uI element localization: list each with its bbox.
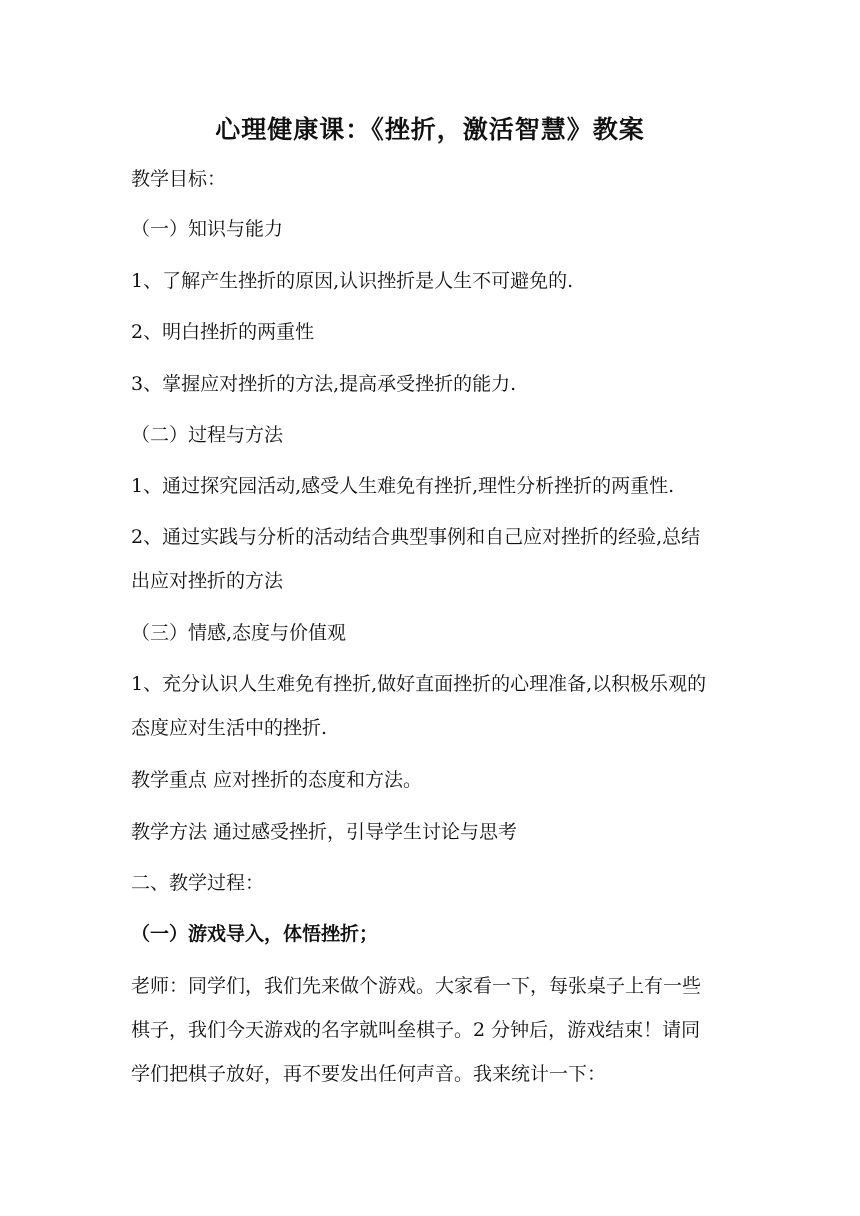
paragraph-line: 1、充分认识人生难免有挫折,做好直面挫折的心理准备,以积极乐观的 — [131, 673, 707, 695]
paragraph-line: 1、了解产生挫折的原因,认识挫折是人生不可避免的. — [131, 270, 574, 292]
teaching-method: 教学方法 通过感受挫折，引导学生讨论与思考 — [131, 821, 518, 843]
paragraph-line: 2、通过实践与分析的活动结合典型事例和自己应对挫折的经验,总结 — [131, 526, 701, 548]
paragraph-line: 2、明白挫折的两重性 — [131, 321, 315, 343]
section-heading-process: 二、教学过程： — [131, 872, 265, 894]
paragraph-line: 态度应对生活中的挫折. — [131, 717, 328, 739]
teaching-focus: 教学重点 应对挫折的态度和方法。 — [131, 769, 423, 791]
paragraph-line: 3、掌握应对挫折的方法,提高承受挫折的能力. — [131, 373, 517, 395]
subheading-emotion: （三）情感,态度与价值观 — [131, 622, 347, 644]
section-heading-objectives: 教学目标： — [131, 168, 227, 190]
paragraph-line: 出应对挫折的方法 — [131, 570, 284, 592]
paragraph-line: 1、通过探究园活动,感受人生难免有挫折,理性分析挫折的两重性. — [131, 475, 675, 497]
subheading-game-intro: （一）游戏导入，体悟挫折； — [131, 923, 379, 945]
subheading-knowledge: （一）知识与能力 — [131, 218, 284, 240]
page-title: 心理健康课：《挫折，激活智慧》教案 — [215, 115, 645, 144]
paragraph-line: 老师：同学们，我们先来做个游戏。大家看一下，每张桌子上有一些 — [131, 975, 702, 997]
paragraph-line: 棋子，我们今天游戏的名字就叫垒棋子。2 分钟后，游戏结束！请同 — [131, 1019, 701, 1041]
paragraph-line: 学们把棋子放好，再不要发出任何声音。我来统计一下： — [131, 1063, 607, 1085]
subheading-process: （二）过程与方法 — [131, 424, 284, 446]
